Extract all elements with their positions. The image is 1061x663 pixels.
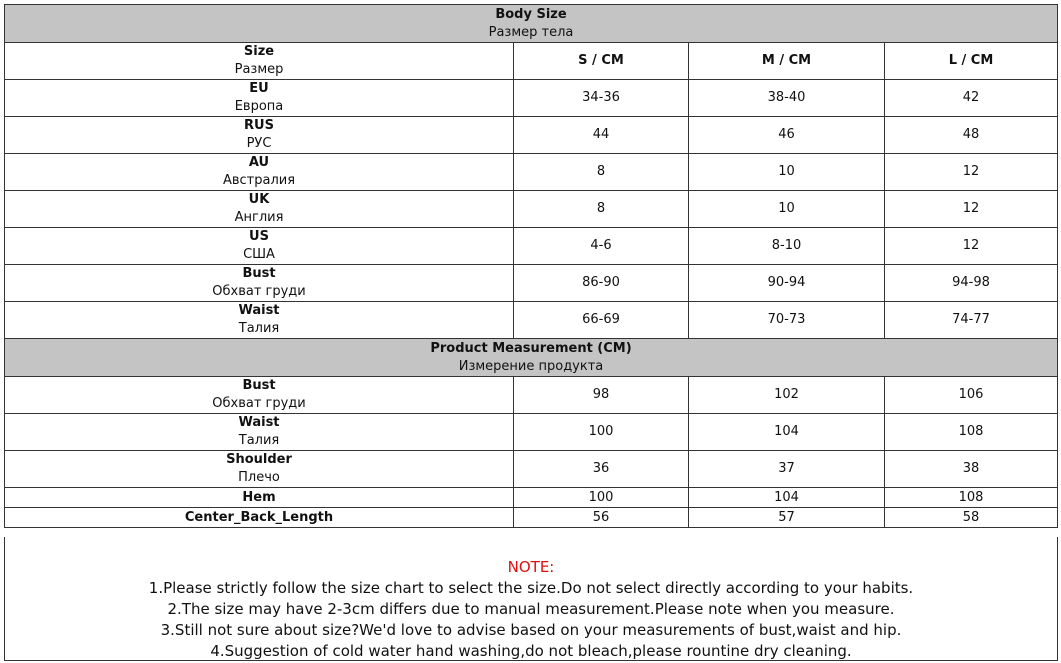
- cell-value: 12: [885, 191, 1058, 228]
- cell-value: 44: [514, 117, 689, 154]
- row-sub: Талия: [238, 321, 280, 336]
- cell-value: 90-94: [689, 265, 885, 302]
- col-header-m: M / CM: [761, 53, 812, 68]
- table-row: [5, 508, 1058, 528]
- cell-value: 57: [689, 508, 885, 528]
- row-sub: РУС: [246, 136, 272, 151]
- cell-value: 36: [514, 451, 689, 488]
- cell-value: 10: [689, 191, 885, 228]
- cell-value: 8: [514, 154, 689, 191]
- cell-value: 34-36: [514, 80, 689, 117]
- product-title: Product Measurement (CM): [430, 340, 632, 356]
- cell-value: 38-40: [689, 80, 885, 117]
- cell-value: 58: [885, 508, 1058, 528]
- cell-value: 48: [885, 117, 1058, 154]
- row-label: AU: [248, 155, 270, 170]
- cell-value: 106: [885, 377, 1058, 414]
- body-size-title: Body Size: [495, 6, 567, 22]
- row-label: Waist: [238, 303, 280, 318]
- size-table: [4, 4, 1058, 528]
- cell-value: 8: [514, 191, 689, 228]
- cell-value: 70-73: [689, 302, 885, 339]
- table-row: [5, 154, 1058, 191]
- col-header-s: S / CM: [578, 53, 624, 68]
- table-row: [5, 488, 1058, 508]
- product-section-header: [5, 339, 1058, 377]
- row-label: US: [249, 229, 269, 244]
- row-sub: Европа: [234, 99, 284, 114]
- row-sub: Англия: [234, 210, 284, 225]
- note-line-2: 2.The size may have 2-3cm differs due to manual measurement.Please note when you measure.: [167, 600, 895, 618]
- size-header-sub: Размер: [234, 62, 284, 77]
- cell-value: 104: [689, 414, 885, 451]
- table-row: [5, 191, 1058, 228]
- table-row: [5, 377, 1058, 414]
- table-row: [5, 451, 1058, 488]
- cell-value: 102: [689, 377, 885, 414]
- row-sub: Талия: [238, 433, 280, 448]
- size-header-label: Size: [243, 44, 275, 59]
- cell-value: 104: [689, 488, 885, 508]
- col-header-l: L / CM: [948, 53, 994, 68]
- cell-value: 56: [514, 508, 689, 528]
- cell-value: 74-77: [885, 302, 1058, 339]
- body-size-subtitle: Размер тела: [488, 24, 574, 40]
- cell-value: 46: [689, 117, 885, 154]
- note-title: NOTE:: [507, 558, 555, 576]
- cell-value: 94-98: [885, 265, 1058, 302]
- row-label: Bust: [242, 378, 276, 393]
- note-line-3: 3.Still not sure about size?We'd love to advise based on your measurements of bust,waist and hip.: [160, 621, 902, 639]
- size-header-row: [5, 43, 1058, 80]
- cell-value: 12: [885, 154, 1058, 191]
- cell-value: 66-69: [514, 302, 689, 339]
- row-label: Bust: [242, 266, 276, 281]
- row-label: Shoulder: [226, 452, 292, 467]
- row-label: Hem: [242, 489, 276, 505]
- table-row: [5, 228, 1058, 265]
- cell-value: 38: [885, 451, 1058, 488]
- cell-value: 100: [514, 488, 689, 508]
- product-subtitle: Измерение продукта: [458, 358, 604, 374]
- size-chart: [4, 4, 1057, 528]
- cell-value: 4-6: [514, 228, 689, 265]
- row-sub: Обхват груди: [212, 284, 306, 299]
- note-line-1: 1.Please strictly follow the size chart to select the size.Do not select directly according to your habits.: [148, 579, 914, 597]
- row-sub: Обхват груди: [212, 396, 306, 411]
- row-label: Center_Back_Length: [184, 509, 334, 525]
- table-row: [5, 302, 1058, 339]
- table-row: [5, 265, 1058, 302]
- cell-value: 42: [885, 80, 1058, 117]
- row-label: EU: [249, 81, 269, 96]
- cell-value: 86-90: [514, 265, 689, 302]
- cell-value: 98: [514, 377, 689, 414]
- cell-value: 108: [885, 414, 1058, 451]
- row-sub: Плечо: [238, 470, 280, 485]
- row-label: RUS: [244, 118, 274, 133]
- table-row: [5, 117, 1058, 154]
- row-sub: США: [243, 247, 275, 262]
- cell-value: 8-10: [689, 228, 885, 265]
- table-row: [5, 80, 1058, 117]
- row-label: UK: [248, 192, 270, 207]
- cell-value: 100: [514, 414, 689, 451]
- cell-value: 12: [885, 228, 1058, 265]
- note-box: [4, 537, 1058, 661]
- cell-value: 108: [885, 488, 1058, 508]
- note-line-4: 4.Suggestion of cold water hand washing,do not bleach,please rountine dry cleaning.: [210, 642, 852, 660]
- table-row: [5, 414, 1058, 451]
- row-sub: Австралия: [222, 173, 296, 188]
- body-size-section-header: [5, 5, 1058, 43]
- cell-value: 10: [689, 154, 885, 191]
- row-label: Waist: [238, 415, 280, 430]
- cell-value: 37: [689, 451, 885, 488]
